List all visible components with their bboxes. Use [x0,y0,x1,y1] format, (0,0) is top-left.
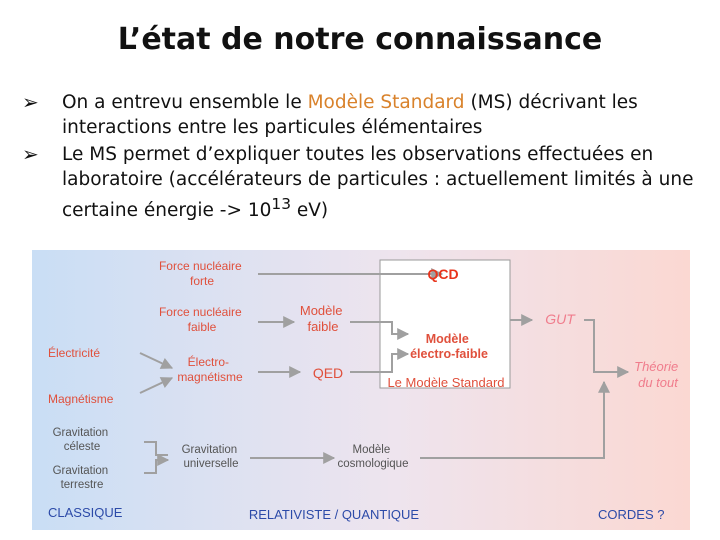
bullet-text: eV) [291,200,329,222]
footer-classique: CLASSIQUE [48,505,123,520]
node-force-faible: Force nucléaire faible [158,305,242,334]
node-electricite: Électricité [48,346,101,360]
bullet-item [22,90,712,140]
diagram-background [32,250,690,530]
node-qed: QED [312,365,344,381]
bullet-exponent: 13 [271,195,291,213]
node-modele-standard: Le Modèle Standard [387,375,505,390]
slide-title: L’état de notre connaissance [117,22,603,57]
node-qcd: QCD [427,266,459,282]
footer-relativiste-quantique: RELATIVISTE / QUANTIQUE [248,507,420,522]
node-gravitation-celeste: Gravitation céleste [52,427,109,453]
node-magnetisme: Magnétisme [48,392,114,406]
bullet-item [22,142,712,223]
bullet-highlight: Modèle Standard [307,92,465,113]
node-gravitation-universelle: Gravitation universelle [181,444,239,470]
arrow-bullet-icon: ➢ [22,90,39,114]
footer-cordes: CORDES ? [598,507,665,522]
physics-unification-diagram [32,250,690,530]
bullet-text: Le MS permet d’expliquer toutes les observations effectuées en laboratoire (accélérateurs de particules : actuellement limités à une certaine énergie -> 10 [62,144,694,222]
node-gravitation-terrestre: Gravitation terrestre [52,465,109,491]
node-electromagnetisme: Électro- magnétisme [177,355,243,384]
node-force-forte: Force nucléaire forte [158,259,242,288]
arrow-bullet-icon: ➢ [22,142,39,166]
node-theorie-du-tout: Théorie du tout [634,359,679,390]
bullet-list [22,90,712,225]
node-gut: GUT [545,311,575,327]
node-modele-electro-faible: Modèle électro-faible [410,332,488,361]
bullet-text: On a entrevu ensemble le [62,92,308,113]
node-modele-faible: Modèle faible [299,303,343,334]
bullet-text: (MS) décrivant les interactions entre les particules élémentaires [62,92,638,138]
node-modele-cosmologique: Modèle cosmologique [337,444,409,470]
